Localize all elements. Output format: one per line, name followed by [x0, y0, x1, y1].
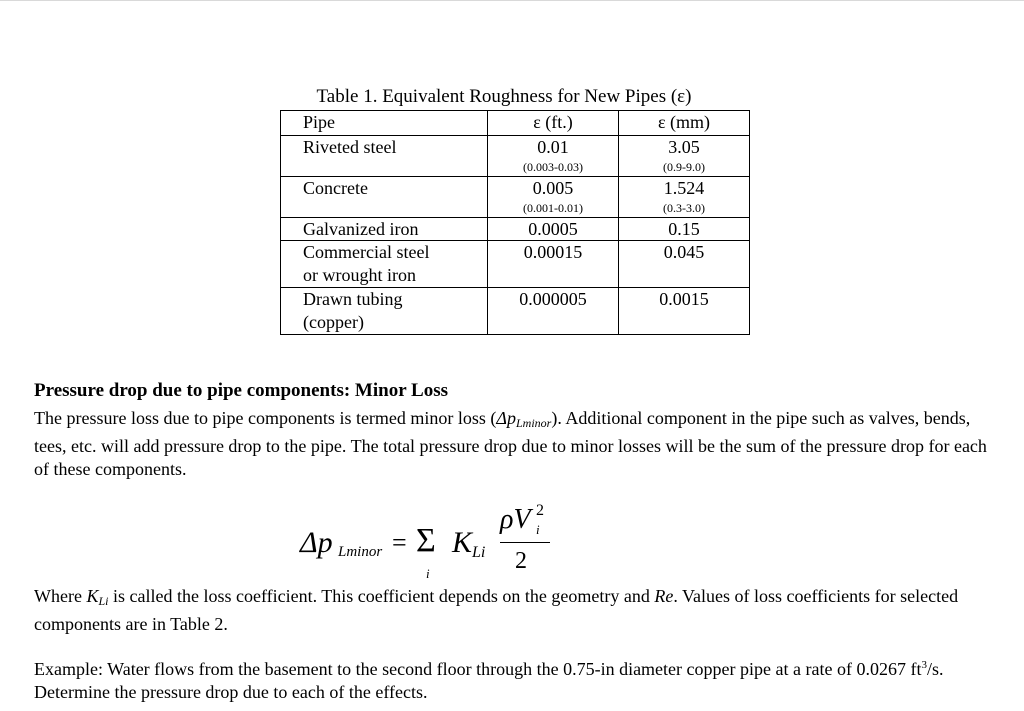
eps-ft-value: 0.01	[537, 137, 569, 157]
eq-lhs-sub: Lminor	[338, 544, 383, 560]
eq-sum: Σ	[416, 522, 436, 559]
p2-subscript: Li	[98, 594, 109, 608]
table-caption: Table 1. Equivalent Roughness for New Pipes (ε)	[316, 86, 692, 107]
table-row	[281, 218, 750, 241]
pipe-name: Riveted steel	[281, 136, 488, 177]
p2-text-a: Where	[34, 586, 87, 606]
pipe-name-line2: or wrought iron	[303, 265, 416, 285]
eps-ft-text: 0.00015	[523, 242, 583, 262]
eps-ft-cell	[488, 177, 619, 218]
p2-reynolds: Re	[654, 586, 674, 606]
eq-num-sub: i	[536, 522, 540, 537]
eps-ft-value	[488, 241, 619, 288]
eps-mm-cell	[619, 136, 750, 177]
p1-text-b: ). Additional component in the pipe such as valves, bends, tees, etc. will add pressure drop to the pipe. The total pressure drop due to minor losses will be the sum of the pressure drop for each of these components.	[34, 408, 987, 479]
table-header-row	[281, 111, 750, 136]
pipe-name	[281, 241, 488, 288]
eq-k-sub: Li	[472, 544, 486, 561]
header-eps-ft: ε (ft.)	[488, 111, 619, 136]
table-row	[281, 177, 750, 218]
p3-text-b: /s. Determine the pressure drop due to each of the effects.	[34, 659, 944, 702]
roughness-table	[280, 110, 750, 335]
eps-mm-text: 0.045	[663, 242, 705, 262]
eps-ft-value	[488, 288, 619, 335]
pipe-name: Galvanized iron	[281, 218, 488, 241]
pipe-name-line2: (copper)	[303, 312, 364, 332]
eq-num-sup: 2	[536, 502, 544, 519]
paragraph-minor-loss	[34, 407, 994, 481]
eps-mm-value	[619, 288, 750, 335]
p3-text-a: Example: Water flows from the basement to the second floor through the 0.75-in diameter copper pipe at a rate of 0.0267 ft	[34, 659, 922, 679]
table-row	[281, 241, 750, 288]
top-border	[0, 0, 1024, 1]
eps-mm-text: 0.0015	[659, 289, 709, 309]
eps-ft-cell	[488, 136, 619, 177]
p1-symbol: Δp	[496, 408, 516, 428]
eq-fraction-bar	[500, 542, 550, 543]
minor-loss-equation	[300, 500, 580, 585]
p1-subscript: Lminor	[516, 416, 552, 430]
eps-ft-value: 0.005	[532, 178, 574, 198]
eps-mm-value: 3.05	[668, 137, 700, 157]
table-row	[281, 288, 750, 335]
eps-ft-range: (0.003-0.03)	[523, 160, 583, 174]
eq-numerator: ρV	[500, 504, 531, 535]
pipe-name-line1: Commercial steel	[303, 242, 430, 262]
p2-text-b: is called the loss coefficient. This coefficient depends on the geometry and	[108, 586, 655, 606]
pipe-name	[281, 288, 488, 335]
paragraph-example	[34, 654, 994, 704]
table-row	[281, 136, 750, 177]
eps-mm-range: (0.9-9.0)	[663, 160, 705, 174]
eq-equals: =	[392, 528, 407, 557]
pipe-name: Concrete	[281, 177, 488, 218]
eq-sum-index: i	[426, 566, 430, 581]
paragraph-loss-coefficient	[34, 585, 994, 636]
eps-ft-text: 0.000005	[519, 289, 587, 309]
eq-denominator: 2	[515, 548, 527, 574]
eps-ft-value: 0.0005	[488, 218, 619, 241]
eq-k: K	[452, 526, 473, 559]
eps-mm-value	[619, 241, 750, 288]
section-heading: Pressure drop due to pipe components: Minor Loss	[34, 380, 448, 401]
header-eps-mm: ε (mm)	[619, 111, 750, 136]
eps-ft-range: (0.001-0.01)	[523, 201, 583, 215]
p2-text-c: . Values of loss coefficients for selected components are in Table 2.	[34, 586, 959, 634]
eps-mm-value: 1.524	[663, 178, 705, 198]
eps-mm-cell	[619, 177, 750, 218]
p3-superscript: 3	[921, 659, 927, 671]
eq-lhs: Δp	[300, 526, 333, 559]
pipe-name-line1: Drawn tubing	[303, 289, 403, 309]
p2-symbol: K	[86, 586, 99, 606]
header-pipe: Pipe	[281, 111, 488, 136]
eps-mm-range: (0.3-3.0)	[663, 201, 705, 215]
eps-mm-value: 0.15	[619, 218, 750, 241]
p1-text-a: The pressure loss due to pipe components is termed minor loss (	[34, 408, 497, 428]
